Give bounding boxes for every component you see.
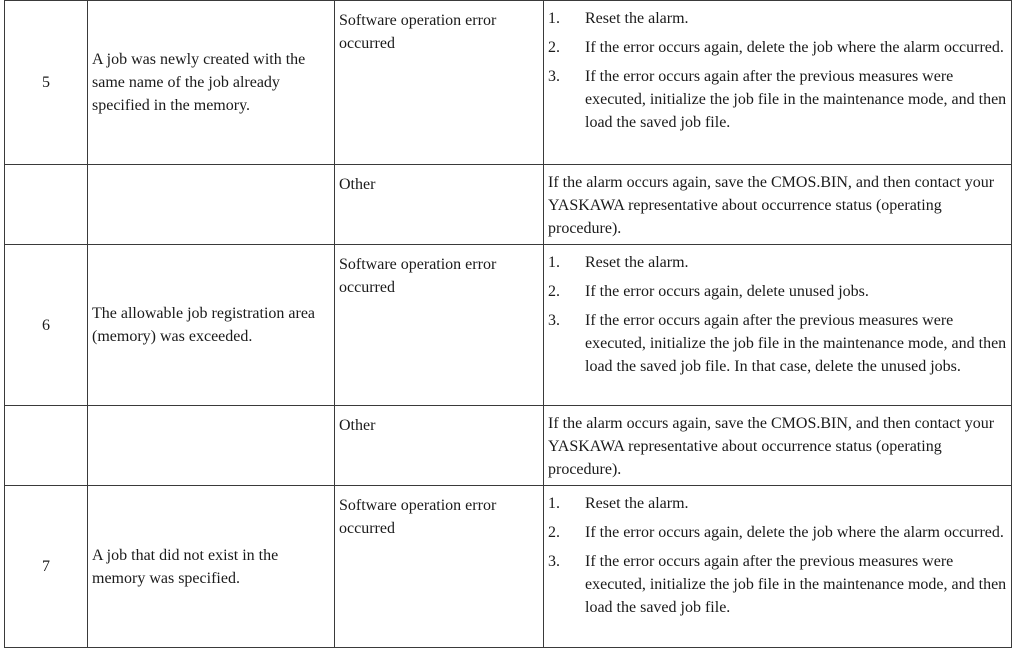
subcategory-cell: Software operation error occurred — [335, 486, 544, 648]
step-text: If the error occurs again after the previous measures were executed, initialize the job file in the maintenance mode, and then load the saved job file. — [585, 68, 1007, 131]
table-row — [5, 165, 1012, 245]
subcategory-cell: Other — [335, 165, 544, 245]
remedy-step — [548, 36, 1007, 59]
step-number: 1. — [548, 495, 560, 512]
sub-code-cell: 5 — [5, 1, 88, 165]
remedy-steps — [548, 251, 1007, 378]
remedy-step — [548, 7, 1007, 30]
remedy-step — [548, 492, 1007, 515]
remedy-text: If the alarm occurs again, save the CMOS.BIN, and then contact your YASKAWA representative about occurrence status (operating procedure). — [548, 415, 995, 478]
remedy-step — [548, 251, 1007, 274]
remedy-steps — [548, 492, 1007, 619]
remedy-text: If the alarm occurs again, save the CMOS.BIN, and then contact your YASKAWA representative about occurrence status (operating procedure). — [548, 174, 995, 237]
table-row — [5, 245, 1012, 406]
subcategory-cell: Other — [335, 406, 544, 486]
empty-cell — [88, 406, 335, 486]
subcategory-cell: Software operation error occurred — [335, 245, 544, 406]
alarm-remedy-table — [4, 0, 1012, 648]
step-text: Reset the alarm. — [585, 495, 689, 512]
step-text: Reset the alarm. — [585, 254, 689, 271]
step-text: If the error occurs again, delete the job where the alarm occurred. — [585, 39, 1004, 56]
remedy-step — [548, 550, 1007, 619]
step-number: 1. — [548, 10, 560, 27]
cause-cell: A job was newly created with the same name of the job already specified in the memory. — [88, 1, 335, 165]
sub-code-cell: 7 — [5, 486, 88, 648]
step-text: Reset the alarm. — [585, 10, 689, 27]
step-text: If the error occurs again, delete the job where the alarm occurred. — [585, 524, 1004, 541]
cause-cell: The allowable job registration area (memory) was exceeded. — [88, 245, 335, 406]
remedy-cell — [544, 165, 1012, 245]
cause-cell: A job that did not exist in the memory was specified. — [88, 486, 335, 648]
remedy-cell — [544, 406, 1012, 486]
remedy-step — [548, 280, 1007, 303]
table-row — [5, 486, 1012, 648]
step-number: 2. — [548, 39, 560, 56]
table-row — [5, 1, 1012, 165]
remedy-step — [548, 521, 1007, 544]
step-number: 2. — [548, 283, 560, 300]
table-row — [5, 406, 1012, 486]
empty-cell — [88, 165, 335, 245]
step-text: If the error occurs again after the previous measures were executed, initialize the job file in the maintenance mode, and then load the saved job file. — [585, 553, 1007, 616]
remedy-steps — [548, 7, 1007, 134]
remedy-step — [548, 309, 1007, 378]
remedy-step — [548, 65, 1007, 134]
remedy-cell — [544, 486, 1012, 648]
step-number: 3. — [548, 68, 560, 85]
step-number: 2. — [548, 524, 560, 541]
step-number: 3. — [548, 553, 560, 570]
subcategory-cell: Software operation error occurred — [335, 1, 544, 165]
sub-code-cell: 6 — [5, 245, 88, 406]
step-number: 3. — [548, 312, 560, 329]
remedy-cell — [544, 245, 1012, 406]
step-text: If the error occurs again after the previous measures were executed, initialize the job file in the maintenance mode, and then load the saved job file. In that case, delete the unused jobs. — [585, 312, 1007, 375]
step-number: 1. — [548, 254, 560, 271]
remedy-cell — [544, 1, 1012, 165]
step-text: If the error occurs again, delete unused jobs. — [585, 283, 869, 300]
empty-cell — [5, 406, 88, 486]
empty-cell — [5, 165, 88, 245]
